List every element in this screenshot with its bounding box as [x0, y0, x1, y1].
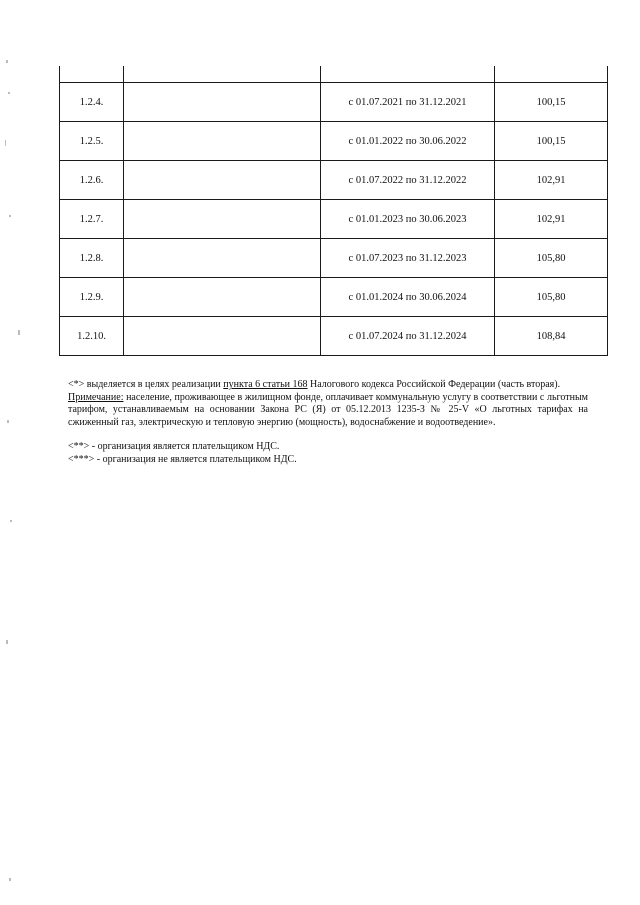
scan-speck — [6, 640, 8, 644]
table-row — [60, 161, 608, 200]
scan-speck — [9, 878, 11, 881]
row-number: 1.2.5. — [60, 122, 124, 161]
row-number: 1.2.7. — [60, 200, 124, 239]
remark-label: Примечание: — [68, 391, 124, 403]
scan-speck — [8, 92, 10, 94]
empty-cell — [124, 161, 321, 200]
footnote-vat-allocation — [68, 379, 588, 392]
period-cell: с 01.01.2024 по 30.06.2024 — [321, 278, 495, 317]
footnote-text: выделяется в целях реализации — [84, 379, 224, 390]
row-number: 1.2.8. — [60, 239, 124, 278]
value-cell: 105,80 — [495, 239, 608, 278]
empty-cell — [124, 200, 321, 239]
table-row — [60, 317, 608, 356]
tariff-table — [59, 66, 608, 356]
table-cell — [60, 66, 124, 83]
value-cell: 100,15 — [495, 122, 608, 161]
row-number: 1.2.6. — [60, 161, 124, 200]
scan-speck — [6, 60, 8, 63]
scan-speck — [5, 140, 6, 146]
table-row — [60, 83, 608, 122]
period-cell: с 01.01.2022 по 30.06.2022 — [321, 122, 495, 161]
value-cell: 105,80 — [495, 278, 608, 317]
value-cell: 102,91 — [495, 200, 608, 239]
period-cell: с 01.07.2022 по 31.12.2022 — [321, 161, 495, 200]
scan-speck — [18, 330, 20, 335]
notes-section — [68, 379, 588, 466]
table-cell — [321, 66, 495, 83]
empty-cell — [124, 122, 321, 161]
table-row — [60, 239, 608, 278]
empty-cell — [124, 317, 321, 356]
row-number: 1.2.4. — [60, 83, 124, 122]
table-cell — [495, 66, 608, 83]
table-row — [60, 200, 608, 239]
period-cell: с 01.01.2023 по 30.06.2023 — [321, 200, 495, 239]
row-number: 1.2.10. — [60, 317, 124, 356]
table-cell — [124, 66, 321, 83]
value-cell: 100,15 — [495, 83, 608, 122]
tax-code-link[interactable]: пункта 6 статьи 168 — [223, 379, 308, 390]
value-cell: 108,84 — [495, 317, 608, 356]
scan-speck — [7, 420, 9, 423]
scan-speck — [10, 520, 12, 522]
scan-speck — [9, 215, 11, 217]
value-cell: 102,91 — [495, 161, 608, 200]
empty-cell — [124, 278, 321, 317]
table-row — [60, 122, 608, 161]
table-row — [60, 66, 608, 83]
period-cell: с 01.07.2021 по 31.12.2021 — [321, 83, 495, 122]
empty-cell — [124, 83, 321, 122]
empty-cell — [124, 239, 321, 278]
footnote-text: Налогового кодекса Российской Федерации (часть вторая). — [307, 379, 561, 390]
row-number: 1.2.9. — [60, 278, 124, 317]
remark-text: население, проживающее в жилищном фонде, оплачивает коммунальную услугу в соответствии с льготным тарифом, устанавливаемым на основании Закона РС (Я) от 05.12.2013 1235-З № 25-V «О льготных тарифах на сжиженный газ, электрическую и тепловую энергию (мощность), водоснабжение и водоотведение». — [68, 391, 588, 428]
footnote-marker: <*> — [68, 379, 85, 390]
period-cell: с 01.07.2024 по 31.12.2024 — [321, 317, 495, 356]
remark-paragraph — [68, 392, 588, 430]
table-row — [60, 278, 608, 317]
footnote-non-vat-payer: <***> - организация не является плательщиком НДС. — [68, 453, 297, 465]
footnote-vat-payer: <**> - организация является плательщиком НДС. — [68, 441, 280, 452]
period-cell: с 01.07.2023 по 31.12.2023 — [321, 239, 495, 278]
